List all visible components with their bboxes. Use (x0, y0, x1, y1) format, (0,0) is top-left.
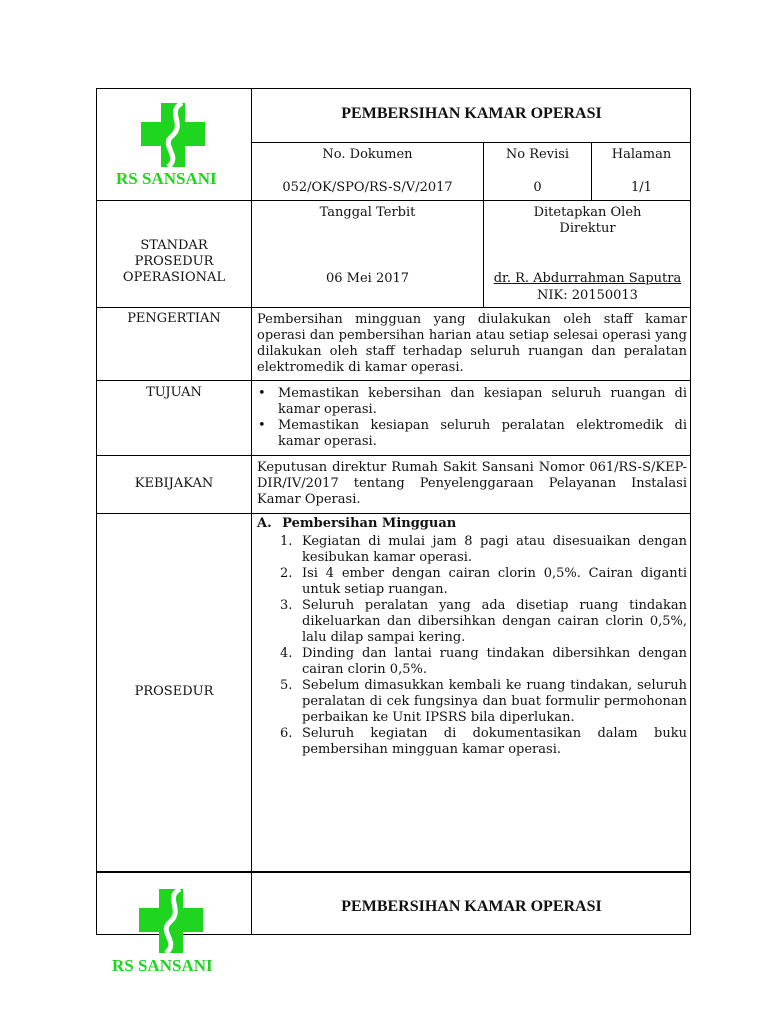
halaman-value: 1/1 (631, 180, 652, 195)
divider (251, 142, 691, 143)
divider (96, 200, 691, 201)
step-text: Dinding dan lantai ruang tindakan dibersihkan dengan cairan clorin 0,5%. (302, 646, 687, 677)
list-item (254, 534, 687, 566)
spo-label-line: OPERASIONAL (122, 270, 226, 285)
divider (96, 307, 691, 308)
divider (96, 455, 691, 456)
pengertian-label: PENGERTIAN (127, 311, 221, 326)
divider (96, 380, 691, 381)
document-title: PEMBERSIHAN KAMAR OPERASI (341, 105, 602, 122)
step-text: Seluruh peralatan yang ada disetiap ruang tindakan dikeluarkan dan dibersihkan dengan cairan clorin 0,5%, lalu dilap sampai kering. (302, 598, 687, 645)
hospital-name: RS SANSANI (116, 169, 217, 188)
halaman-label: Halaman (611, 147, 672, 162)
spo-label (97, 238, 251, 286)
spo-label-line: PROSEDUR (134, 254, 214, 269)
prosedur-label: PROSEDUR (134, 684, 214, 699)
red-cross-snake-icon (138, 100, 208, 170)
tujuan-list (256, 386, 687, 450)
document-title: PEMBERSIHAN KAMAR OPERASI (341, 898, 602, 915)
no-dokumen-value: 052/OK/SPO/RS-S/V/2017 (282, 180, 453, 195)
list-item (254, 566, 687, 598)
step-text: Isi 4 ember dengan cairan clorin 0,5%. Cairan diganti untuk setiap ruangan. (302, 566, 687, 597)
no-revisi-label: No Revisi (505, 147, 570, 162)
prosedur-heading (257, 516, 687, 532)
pengertian-text: Pembersihan mingguan yang diulakukan oleh staff kamar operasi dan pembersihan harian atau setiap selesai operasi yang dilakukan oleh staff terhadap seluruh ruangan dan peralatan elektromedik di kamar operasi. (257, 312, 687, 375)
divider (96, 513, 691, 514)
step-number: 3. (280, 598, 293, 613)
signatory-nik: NIK: 20150013 (537, 288, 638, 303)
prosedur-heading-text: Pembersihan Mingguan (282, 516, 457, 531)
step-text: Kegiatan di mulai jam 8 pagi atau disesuaikan dengan kesibukan kamar operasi. (302, 534, 687, 565)
hospital-name: RS SANSANI (112, 956, 213, 975)
ditetapkan-role: Direktur (559, 221, 616, 236)
list-item (254, 678, 687, 726)
list-item: • Memastikan kebersihan dan kesiapan seluruh ruangan di kamar operasi. (256, 386, 687, 418)
ditetapkan-label: Ditetapkan Oleh (533, 205, 642, 220)
red-cross-snake-icon (136, 886, 206, 956)
step-text: Sebelum dimasukkan kembali ke ruang tindakan, seluruh peralatan di cek fungsinya dan buat formulir permohonan perbaikan ke Unit IPSRS bila diperlukan. (302, 678, 687, 725)
prosedur-heading-letter: A. (257, 516, 272, 531)
step-number: 4. (280, 646, 293, 661)
step-number: 1. (280, 534, 293, 549)
signatory-name: dr. R. Abdurrahman Saputra (493, 271, 682, 286)
prosedur-steps (254, 534, 687, 758)
list-item (254, 598, 687, 646)
kebijakan-text: Keputusan direktur Rumah Sakit Sansani Nomor 061/RS-S/KEP-DIR/IV/2017 tentang Penyelenggaraan Pelayanan Instalasi Kamar Operasi. (257, 460, 687, 507)
list-item (254, 726, 687, 758)
step-number: 5. (280, 678, 293, 693)
tanggal-terbit-value: 06 Mei 2017 (325, 271, 410, 286)
step-number: 6. (280, 726, 293, 741)
tujuan-label: TUJUAN (146, 385, 202, 400)
no-revisi-value: 0 (533, 180, 542, 195)
step-text: Seluruh kegiatan di dokumentasikan dalam buku pembersihan mingguan kamar operasi. (302, 726, 687, 757)
spo-label-line: STANDAR (140, 238, 208, 253)
step-number: 2. (280, 566, 293, 581)
tanggal-terbit-label: Tanggal Terbit (319, 205, 416, 220)
kebijakan-label: KEBIJAKAN (134, 476, 214, 491)
list-item: • Memastikan kesiapan seluruh peralatan elektromedik di kamar operasi. (256, 418, 687, 450)
list-item (254, 646, 687, 678)
no-dokumen-label: No. Dokumen (322, 147, 413, 162)
